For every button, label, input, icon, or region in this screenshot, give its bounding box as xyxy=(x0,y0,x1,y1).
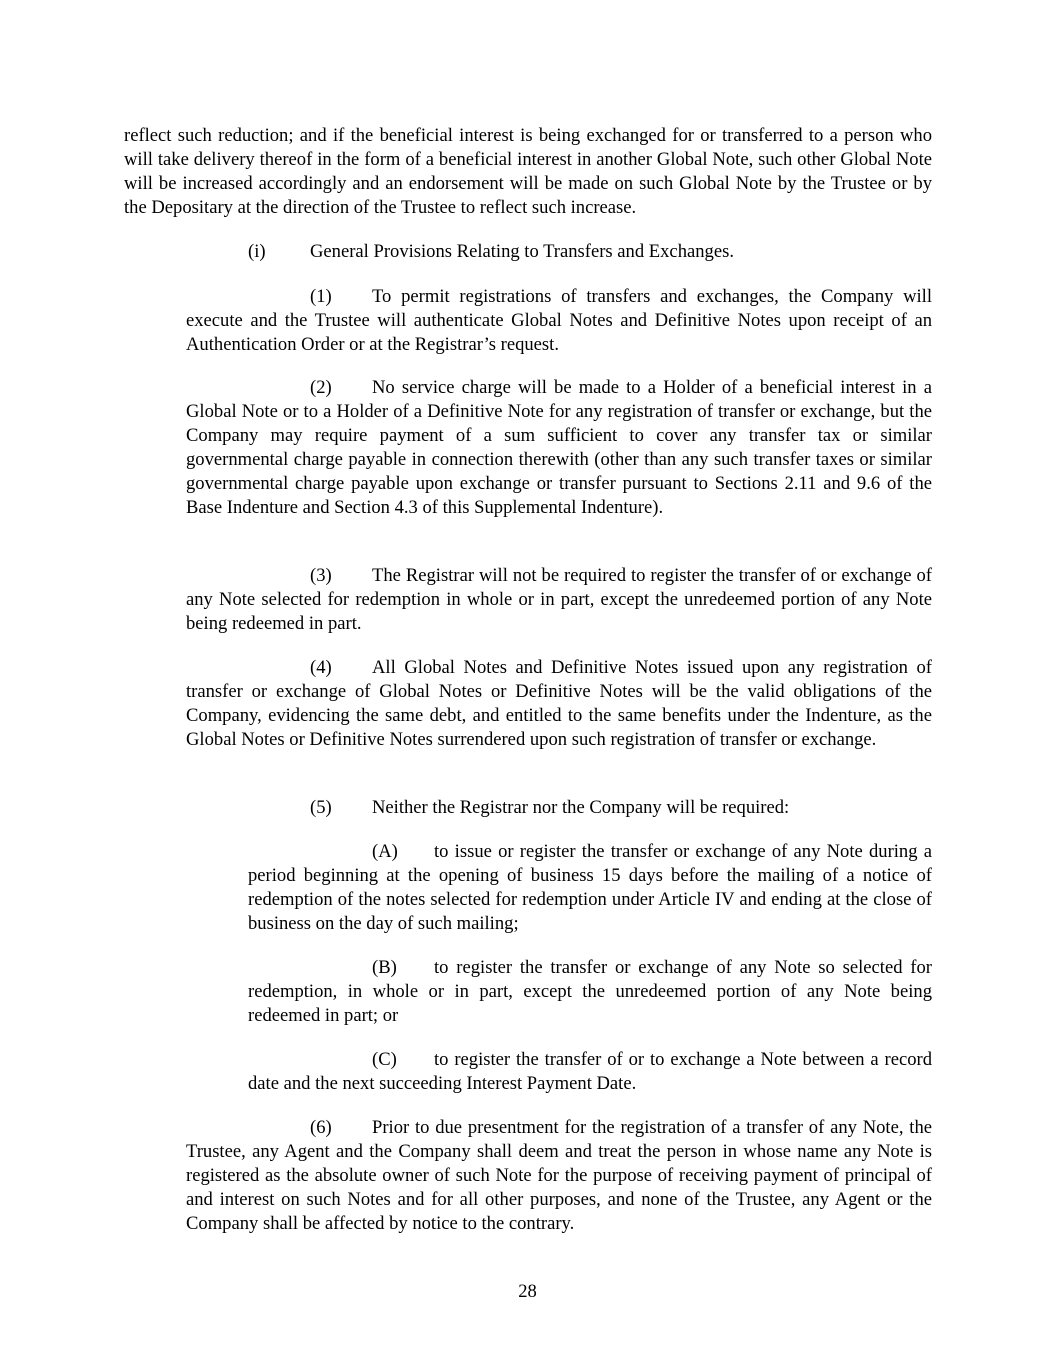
subparagraph-c xyxy=(248,1048,932,1096)
section-number: (i) xyxy=(248,241,266,262)
paragraph-number: (3) xyxy=(310,565,332,586)
paragraph-number: (4) xyxy=(310,657,332,678)
paragraph-text: To permit registrations of transfers and exchanges, the Company will execute and the Trustee will authenticate Global Notes and Definitive Notes upon receipt of an Authentication Order or at the Registrar’s request. xyxy=(186,286,932,355)
paragraph-text: All Global Notes and Definitive Notes issued upon any registration of transfer or exchange of Global Notes or Definitive Notes will be the valid obligations of the Company, evidencing the same debt, and entitled to the same benefits under the Indenture, as the Global Notes or Definitive Notes surrendered upon such registration of transfer or exchange. xyxy=(186,657,932,750)
continuation-paragraph: reflect such reduction; and if the beneficial interest is being exchanged for or transferred to a person who will take delivery thereof in the form of a beneficial interest in another Global Note, such other Global Note will be increased accordingly and an endorsement will be made on such Global Note by the Trustee or by the Depositary at the direction of the Trustee to reflect such increase. xyxy=(124,125,932,218)
paragraph-3 xyxy=(186,564,932,636)
subparagraph-number: (B) xyxy=(372,957,397,978)
paragraph-text: The Registrar will not be required to register the transfer of or exchange of any Note selected for redemption in whole or in part, except the unredeemed portion of any Note being redeemed in part. xyxy=(186,565,932,634)
subparagraph-number: (C) xyxy=(372,1049,397,1070)
paragraph-text: Neither the Registrar nor the Company will be required: xyxy=(372,797,790,818)
paragraph-number: (1) xyxy=(310,286,332,307)
paragraph-text: No service charge will be made to a Holder of a beneficial interest in a Global Note or to a Holder of a Definitive Note for any registration of transfer or exchange, but the Company may require payment of a sum sufficient to cover any transfer tax or similar governmental charge payable in connection therewith (other than any such transfer taxes or similar governmental charge payable upon exchange or transfer pursuant to Sections 2.11 and 9.6 of the Base Indenture and Section 4.3 of this Supplemental Indenture). xyxy=(186,377,932,518)
page-number: 28 xyxy=(518,1281,537,1302)
subparagraph-text: to issue or register the transfer or exchange of any Note during a period beginning at the opening of business 15 days before the mailing of a notice of redemption of the notes selected for redemption under Article IV and ending at the close of business on the day of such mailing; xyxy=(248,841,932,934)
subparagraph-text: to register the transfer or exchange of any Note so selected for redemption, in whole or in part, except the unredeemed portion of any Note being redeemed in part; or xyxy=(248,957,932,1026)
subparagraph-number: (A) xyxy=(372,841,398,862)
paragraph-number: (2) xyxy=(310,377,332,398)
paragraph-5 xyxy=(186,796,932,820)
paragraph-1 xyxy=(186,285,932,357)
paragraph-text: Prior to due presentment for the registration of a transfer of any Note, the Trustee, any Agent and the Company shall deem and treat the person in whose name any Note is registered as the absolute owner of such Note for the purpose of receiving payment of principal of and interest on such Notes and for all other purposes, and none of the Trustee, any Agent or the Company shall be affected by notice to the contrary. xyxy=(186,1117,932,1234)
paragraph-4 xyxy=(186,656,932,752)
subparagraph-b xyxy=(248,956,932,1028)
paragraph-number: (6) xyxy=(310,1117,332,1138)
section-title: General Provisions Relating to Transfers and Exchanges. xyxy=(310,241,734,262)
subparagraph-a xyxy=(248,840,932,936)
paragraph-6 xyxy=(186,1116,932,1236)
paragraph-number: (5) xyxy=(310,797,332,818)
section-heading-i xyxy=(124,240,932,264)
subparagraph-text: to register the transfer of or to exchange a Note between a record date and the next succeeding Interest Payment Date. xyxy=(248,1049,932,1094)
paragraph-2 xyxy=(186,376,932,519)
